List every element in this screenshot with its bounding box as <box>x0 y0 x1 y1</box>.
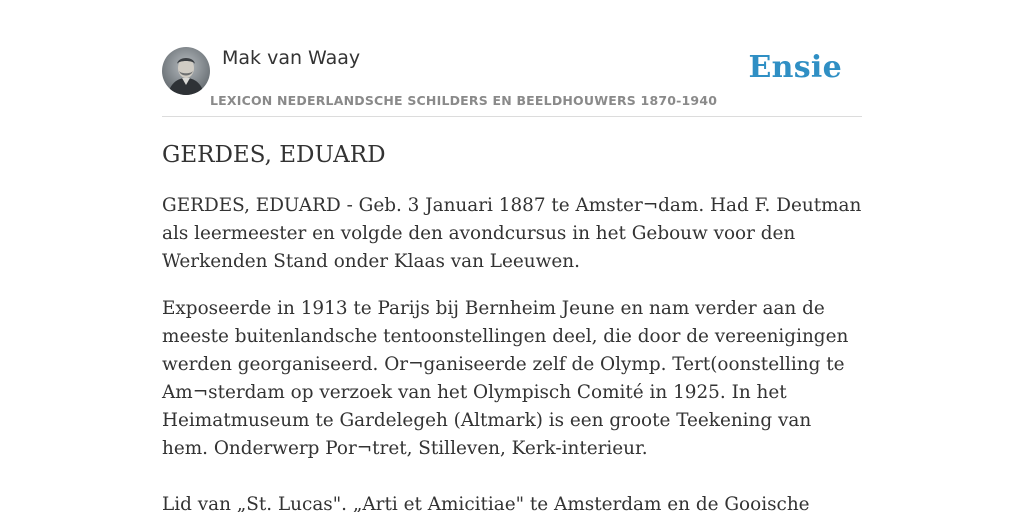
page-header <box>162 46 862 117</box>
portrait-icon <box>162 47 210 95</box>
brand-logo[interactable]: Ensie <box>748 50 842 85</box>
article-title: GERDES, EDUARD <box>162 142 386 168</box>
article-body <box>162 192 862 512</box>
author-avatar[interactable] <box>162 47 210 95</box>
article-paragraph: GERDES, EDUARD - Geb. 3 Januari 1887 te Amster¬dam. Had F. Deutman als leermeester en volgde den avondcursus in het Gebouw voor den Werkenden Stand onder Klaas van Leeuwen. <box>162 195 862 272</box>
author-name[interactable]: Mak van Waay <box>222 47 361 69</box>
article-paragraph: Lid van „St. Lucas". „Arti et Amicitiae" te Amsterdam en de Gooische <box>162 494 810 512</box>
source-lexicon-link[interactable]: LEXICON NEDERLANDSCHE SCHILDERS EN BEELDHOUWERS 1870-1940 <box>210 93 718 108</box>
article-paragraph: Exposeerde in 1913 te Parijs bij Bernheim Jeune en nam verder aan de meeste buitenlandsche tentoonstellingen deel, die door de vereenigingen werden georganiseerd. Or¬ganiseerde zelf de Olymp. Tert(oonstelling te Am¬sterdam op verzoek van het Olympisch Comité in 1925. In het Heimatmuseum te Gardelegeh (Altmark) is een groote Teekening van hem. Onderwerp Por¬tret, Stilleven, Kerk-interieur. <box>162 298 849 459</box>
